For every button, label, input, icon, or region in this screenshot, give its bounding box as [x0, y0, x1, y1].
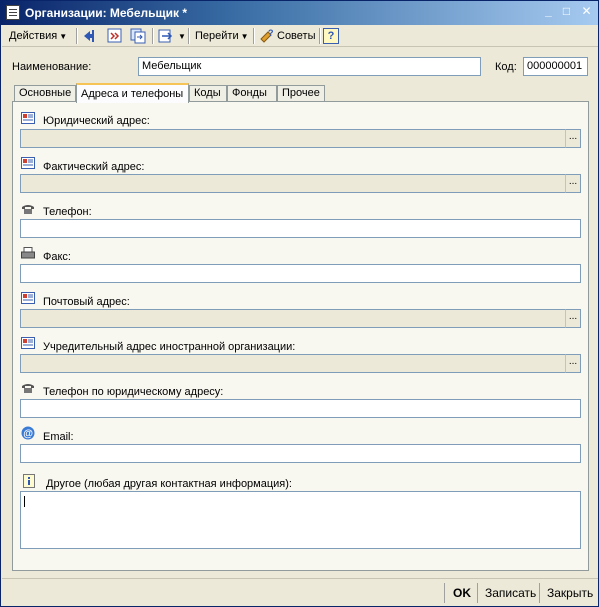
address-card-icon — [21, 157, 35, 169]
legal-address-select-button[interactable]: ... — [565, 129, 581, 148]
foreign-address-select-button[interactable]: ... — [565, 354, 581, 373]
actual-address-label: Фактический адрес: — [43, 161, 145, 173]
window-title: Организации: Мебельщик * — [25, 6, 188, 20]
document-move-dropdown[interactable] — [176, 28, 186, 44]
close-window-button[interactable]: ✕ — [581, 4, 592, 18]
name-input[interactable]: Мебельщик — [138, 57, 481, 76]
actions-menu-label: Действия — [9, 30, 58, 42]
other-label: Другое (любая другая контактная информация): — [46, 478, 292, 490]
chevron-down-icon: ▼ — [240, 32, 249, 41]
address-card-icon — [21, 337, 35, 349]
ok-button[interactable]: OK — [453, 586, 471, 600]
tab-codes[interactable]: Коды — [189, 85, 227, 102]
chevron-down-icon: ▼ — [178, 32, 186, 41]
fax-icon — [21, 247, 35, 259]
svg-text:?: ? — [268, 28, 274, 38]
legal-address-input[interactable] — [20, 129, 566, 148]
help-button[interactable]: ? — [323, 28, 339, 44]
back-arrow-icon[interactable] — [82, 28, 98, 44]
legal-phone-input[interactable] — [20, 399, 581, 418]
phone-icon — [21, 382, 35, 394]
tips-icon[interactable] — [259, 28, 275, 44]
postal-address-input[interactable] — [20, 309, 566, 328]
copy-document-icon[interactable] — [130, 28, 146, 44]
email-icon — [21, 426, 35, 440]
document-icon — [6, 5, 20, 20]
structure-icon[interactable] — [107, 28, 123, 44]
address-card-icon — [21, 112, 35, 124]
code-input[interactable]: 000000001 — [523, 57, 588, 76]
close-button[interactable]: Закрыть — [547, 586, 594, 600]
postal-address-label: Почтовый адрес: — [43, 296, 130, 308]
bottom-button-bar — [2, 578, 598, 606]
phone-input[interactable] — [20, 219, 581, 238]
minimize-button[interactable]: _ — [545, 4, 552, 18]
legal-phone-label: Телефон по юридическому адресу: — [43, 386, 224, 398]
goto-menu-button[interactable] — [195, 28, 249, 44]
address-card-icon — [21, 292, 35, 304]
actual-address-select-button[interactable]: ... — [565, 174, 581, 193]
document-move-icon[interactable] — [158, 28, 174, 44]
tab-other[interactable]: Прочее — [277, 85, 325, 102]
title-bar[interactable] — [1, 1, 598, 25]
foreign-address-input[interactable] — [20, 354, 566, 373]
text-cursor — [24, 496, 25, 507]
email-label: Email: — [43, 431, 74, 443]
postal-address-select-button[interactable]: ... — [565, 309, 581, 328]
phone-icon — [21, 203, 35, 215]
tab-main[interactable]: Основные — [14, 85, 76, 102]
save-button[interactable]: Записать — [485, 586, 537, 600]
actual-address-input[interactable] — [20, 174, 566, 193]
other-textarea[interactable] — [20, 491, 581, 549]
toolbar — [2, 25, 598, 47]
svg-text:@: @ — [23, 428, 33, 440]
tips-button[interactable]: Советы — [277, 30, 316, 42]
actions-menu-button[interactable] — [9, 28, 67, 44]
info-note-icon — [23, 474, 35, 488]
maximize-button[interactable]: □ — [562, 4, 571, 18]
name-label: Наименование: — [12, 61, 92, 73]
fax-label: Факс: — [43, 251, 71, 263]
code-label: Код: — [495, 61, 517, 73]
tab-addresses-phones[interactable]: Адреса и телефоны — [76, 83, 189, 103]
chevron-down-icon: ▼ — [59, 32, 68, 41]
goto-menu-label: Перейти — [195, 30, 239, 42]
fax-input[interactable] — [20, 264, 581, 283]
foreign-address-label: Учредительный адрес иностранной организации: — [43, 341, 296, 353]
legal-address-label: Юридический адрес: — [43, 115, 150, 127]
email-input[interactable] — [20, 444, 581, 463]
phone-label: Телефон: — [43, 206, 92, 218]
tab-funds[interactable]: Фонды — [227, 85, 277, 102]
